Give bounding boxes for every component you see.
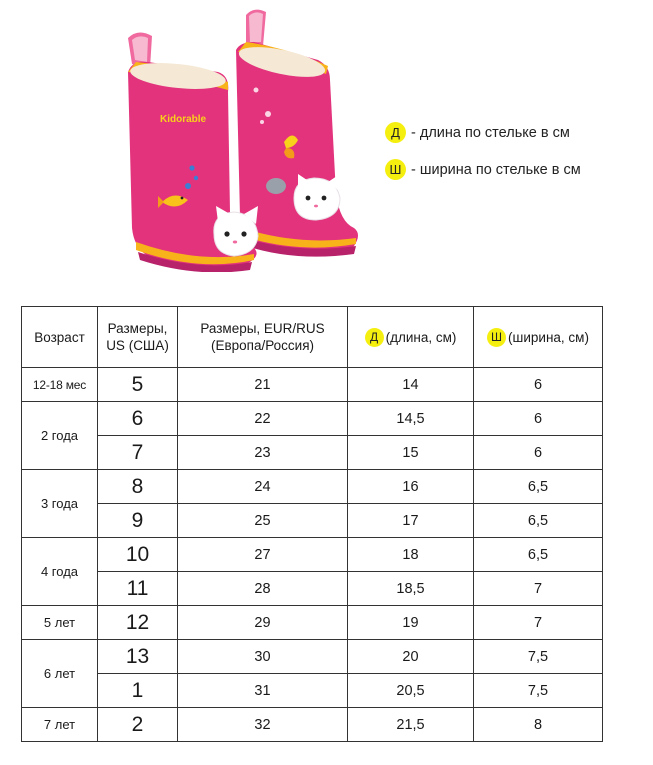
length-cell: 18 xyxy=(348,538,474,572)
us-size-cell: 8 xyxy=(98,470,178,504)
eur-size-cell: 32 xyxy=(178,708,348,742)
us-size-cell: 7 xyxy=(98,436,178,470)
age-cell: 7 лет xyxy=(22,708,98,742)
us-size-cell: 12 xyxy=(98,606,178,640)
us-size-cell: 5 xyxy=(98,368,178,402)
table-row xyxy=(22,436,603,470)
width-cell: 7,5 xyxy=(474,640,603,674)
table-row xyxy=(22,674,603,708)
table-row xyxy=(22,538,603,572)
size-table xyxy=(21,306,603,742)
us-size-cell: 1 xyxy=(98,674,178,708)
us-size-cell: 10 xyxy=(98,538,178,572)
width-cell: 7 xyxy=(474,606,603,640)
table-row xyxy=(22,504,603,538)
legend-length-text: - длина по стельке в см xyxy=(411,124,570,141)
us-size-cell: 11 xyxy=(98,572,178,606)
age-cell: 6 лет xyxy=(22,640,98,708)
eur-size-cell: 21 xyxy=(178,368,348,402)
eur-size-cell: 24 xyxy=(178,470,348,504)
table-row xyxy=(22,640,603,674)
us-size-cell: 2 xyxy=(98,708,178,742)
brand-logo: Kidorable xyxy=(160,114,207,125)
width-cell: 6 xyxy=(474,402,603,436)
length-cell: 18,5 xyxy=(348,572,474,606)
length-cell: 20,5 xyxy=(348,674,474,708)
table-row xyxy=(22,470,603,504)
us-size-cell: 13 xyxy=(98,640,178,674)
length-cell: 16 xyxy=(348,470,474,504)
width-cell: 6,5 xyxy=(474,538,603,572)
eur-size-cell: 22 xyxy=(178,402,348,436)
header-eur-size: Размеры, EUR/RUS (Европа/Россия) xyxy=(178,307,348,368)
width-badge: Ш xyxy=(385,159,406,180)
eur-size-cell: 30 xyxy=(178,640,348,674)
us-size-cell: 6 xyxy=(98,402,178,436)
header-length: Д (длина, см) xyxy=(348,307,474,368)
header-us-size: Размеры, US (США) xyxy=(98,307,178,368)
width-cell: 7 xyxy=(474,572,603,606)
eur-size-cell: 23 xyxy=(178,436,348,470)
eur-size-cell: 29 xyxy=(178,606,348,640)
width-cell: 6,5 xyxy=(474,470,603,504)
age-cell: 3 года xyxy=(22,470,98,538)
legend-length xyxy=(385,122,570,143)
length-badge: Д xyxy=(385,122,406,143)
length-cell: 17 xyxy=(348,504,474,538)
width-cell: 7,5 xyxy=(474,674,603,708)
table-header-row xyxy=(22,307,603,368)
length-cell: 19 xyxy=(348,606,474,640)
age-cell: 12-18 мес xyxy=(22,368,98,402)
length-cell: 20 xyxy=(348,640,474,674)
eur-size-cell: 31 xyxy=(178,674,348,708)
length-badge: Д xyxy=(365,328,384,347)
table-row xyxy=(22,606,603,640)
table-row xyxy=(22,572,603,606)
length-cell: 21,5 xyxy=(348,708,474,742)
table-row xyxy=(22,368,603,402)
eur-size-cell: 25 xyxy=(178,504,348,538)
table-row xyxy=(22,708,603,742)
legend-width xyxy=(385,159,581,180)
age-cell: 4 года xyxy=(22,538,98,606)
width-cell: 6 xyxy=(474,436,603,470)
eur-size-cell: 27 xyxy=(178,538,348,572)
eur-size-cell: 28 xyxy=(178,572,348,606)
age-cell: 5 лет xyxy=(22,606,98,640)
width-cell: 6 xyxy=(474,368,603,402)
rain-boots-with-kitten-image xyxy=(118,2,368,272)
legend-width-text: - ширина по стельке в см xyxy=(411,161,581,178)
width-cell: 6,5 xyxy=(474,504,603,538)
header-width: Ш (ширина, см) xyxy=(474,307,603,368)
header-age: Возраст xyxy=(22,307,98,368)
length-cell: 15 xyxy=(348,436,474,470)
length-cell: 14,5 xyxy=(348,402,474,436)
width-cell: 8 xyxy=(474,708,603,742)
age-cell: 2 года xyxy=(22,402,98,470)
length-cell: 14 xyxy=(348,368,474,402)
width-badge: Ш xyxy=(487,328,506,347)
us-size-cell: 9 xyxy=(98,504,178,538)
table-row xyxy=(22,402,603,436)
